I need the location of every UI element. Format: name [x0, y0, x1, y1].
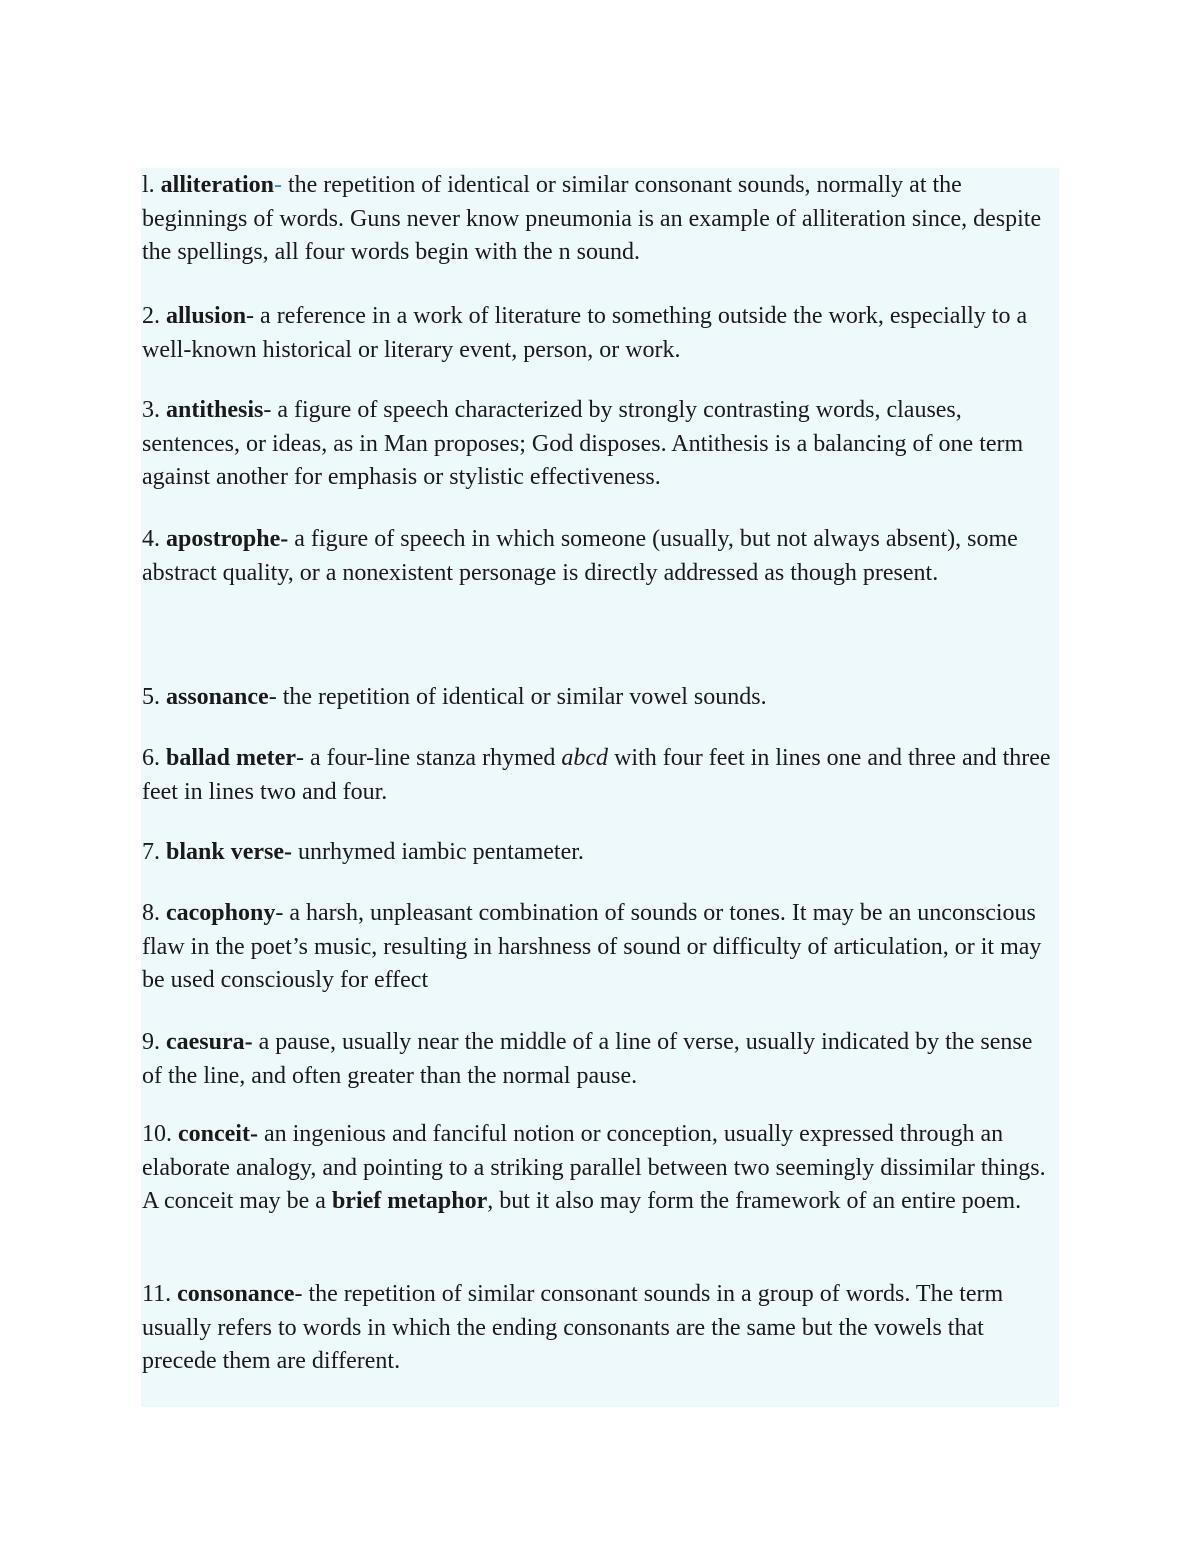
entry-definition: the repetition of similar consonant sounds in a group of words. The term usually refers to words in which the ending consonants are the same but the vowels that precede them are different.: [142, 1281, 1004, 1374]
glossary-entry-caesura: [142, 1026, 1058, 1093]
entry-definition: a pause, usually near the middle of a line of verse, usually indicated by the sense of the line, and often greater than the normal pause.: [142, 1029, 1033, 1089]
entry-definition-italic: abcd: [561, 745, 609, 771]
entry-dash: -: [268, 684, 277, 710]
entry-number: 9.: [142, 1029, 160, 1055]
glossary-entry-ballad-meter: [142, 742, 1058, 809]
entry-dash: -: [295, 745, 304, 771]
entry-dash: -: [246, 303, 255, 329]
glossary-entry-antithesis: [142, 394, 1058, 495]
entry-term: antithesis: [166, 397, 264, 423]
entry-number: 3.: [142, 397, 160, 423]
entry-number: l.: [142, 172, 155, 198]
entry-definition-rest: , but it also may form the framework of an entire poem.: [487, 1188, 1022, 1214]
entry-definition: the repetition of identical or similar vowel sounds.: [276, 684, 767, 710]
entry-definition: the repetition of identical or similar consonant sounds, normally at the beginnings of words. Guns never know pneumonia is an example of alliteration since, despite the spellings, all four words begin with the n sound.: [142, 172, 1042, 265]
entry-number: 7.: [142, 839, 160, 865]
entry-term: apostrophe-: [166, 526, 289, 552]
entry-number: 5.: [142, 684, 160, 710]
entry-term: cacophony: [166, 900, 276, 926]
entry-definition: a figure of speech in which someone (usually, but not always absent), some abstract quality, or a nonexistent personage is directly addressed as though present.: [142, 526, 1018, 586]
entry-term: alliteration: [160, 172, 274, 198]
glossary-entry-cacophony: [142, 897, 1058, 998]
entry-term: ballad meter: [166, 745, 296, 771]
entry-number: 6.: [142, 745, 160, 771]
entry-number: 4.: [142, 526, 160, 552]
glossary-text-block: [141, 168, 1059, 1407]
entry-dash: -: [263, 397, 272, 423]
glossary-entry-alliteration: [142, 169, 1058, 270]
entry-term: caesura-: [166, 1029, 253, 1055]
entry-number: 11.: [142, 1281, 172, 1307]
entry-term: blank verse-: [166, 839, 292, 865]
entry-definition: a reference in a work of literature to something outside the work, especially to a well-known historical or literary event, person, or work.: [142, 303, 1028, 363]
entry-definition: a harsh, unpleasant combination of sounds or tones. It may be an unconscious flaw in the poet’s music, resulting in harshness of sound or difficulty of articulation, or it may be used consciously for effect: [142, 900, 1042, 993]
glossary-entry-conceit: [142, 1118, 1058, 1219]
entry-definition: a four-line stanza rhymed: [303, 745, 562, 771]
entry-term: conceit-: [178, 1121, 258, 1147]
glossary-entry-blank-verse: [142, 836, 1058, 870]
entry-dash: -: [273, 172, 282, 198]
entry-definition: a figure of speech characterized by strongly contrasting words, clauses, sentences, or ideas, as in Man proposes; God disposes. Antithesis is a balancing of one term against another for emphasis or stylistic effectiveness.: [142, 397, 1024, 490]
glossary-entry-assonance: [142, 681, 1058, 715]
glossary-entry-allusion: [142, 300, 1058, 367]
glossary-entry-consonance: [142, 1278, 1058, 1379]
entry-number: 8.: [142, 900, 160, 926]
entry-term: consonance: [177, 1281, 295, 1307]
entry-number: 2.: [142, 303, 160, 329]
entry-term: assonance: [166, 684, 269, 710]
entry-dash: -: [275, 900, 284, 926]
glossary-entry-apostrophe: [142, 523, 1058, 590]
entry-number: 10.: [142, 1121, 172, 1147]
entry-dash: -: [294, 1281, 303, 1307]
entry-term: allusion: [166, 303, 247, 329]
entry-definition: unrhymed iambic pentameter.: [292, 839, 584, 865]
entry-definition-rest: with four feet in lines one and three and three feet in lines two and four.: [142, 745, 1051, 805]
entry-definition: an ingenious and fanciful notion or conception, usually expressed through an elaborate analogy, and pointing to a striking parallel between two seemingly dissimilar things. A conceit may be a: [142, 1121, 1046, 1214]
entry-definition-bold: brief metaphor: [331, 1188, 488, 1214]
